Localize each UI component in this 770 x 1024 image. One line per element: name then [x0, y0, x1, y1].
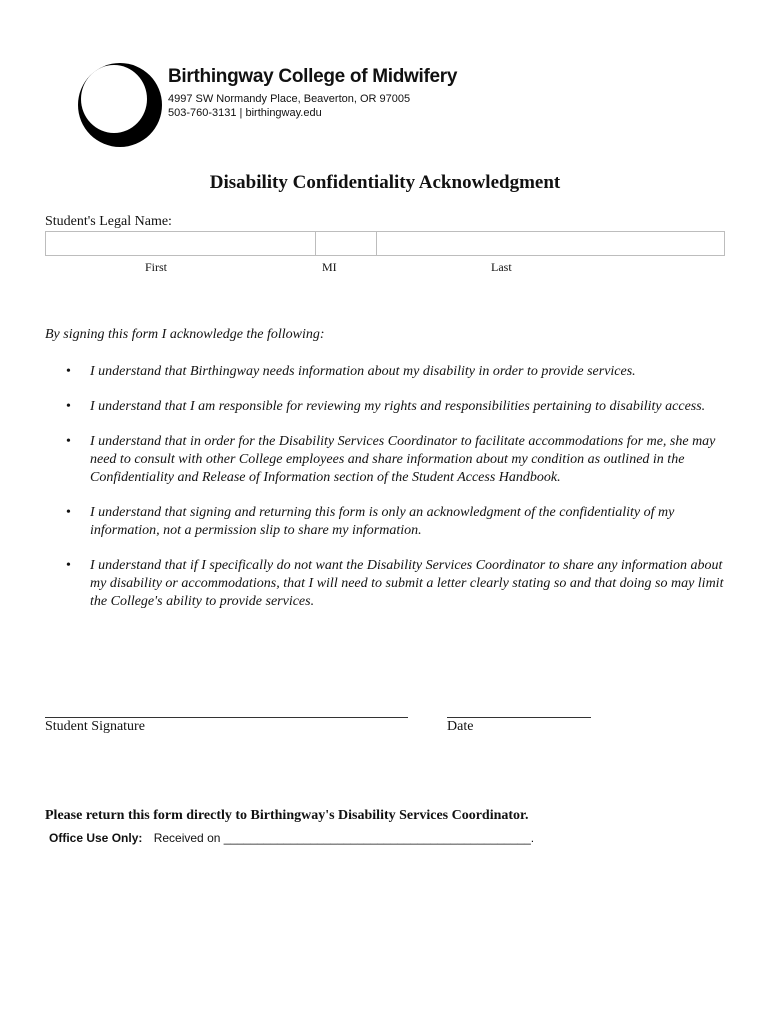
- statement-text: I understand that I am responsible for reviewing my rights and responsibilities pertaining to disability access.: [90, 399, 706, 414]
- list-item: [66, 557, 730, 611]
- org-contact: 503-760-3131 | birthingway.edu: [168, 107, 322, 119]
- bullet-icon: •: [66, 364, 71, 379]
- org-address: 4997 SW Normandy Place, Beaverton, OR 97005: [168, 93, 411, 105]
- mi-caption: MI: [322, 260, 337, 274]
- bullet-icon: •: [66, 434, 71, 449]
- middle-initial-field[interactable]: [316, 232, 377, 255]
- bullet-icon: •: [66, 399, 71, 414]
- legal-name-fields: [45, 231, 725, 256]
- list-item: [66, 433, 730, 487]
- bullet-icon: •: [66, 505, 71, 520]
- legal-name-label: Student's Legal Name:: [45, 214, 172, 229]
- org-header: [168, 66, 457, 120]
- date-line[interactable]: [447, 717, 591, 718]
- list-item: [66, 504, 730, 540]
- college-logo: [78, 62, 162, 148]
- first-name-field[interactable]: [46, 232, 316, 255]
- last-name-caption: Last: [491, 260, 512, 274]
- list-item: [66, 363, 730, 381]
- first-name-caption: First: [145, 260, 168, 274]
- signature-label: Student Signature: [45, 719, 145, 734]
- acknowledgment-list: [66, 363, 730, 611]
- date-label: Date: [447, 719, 474, 734]
- office-use-label: Office Use Only:: [49, 831, 143, 845]
- office-use-section: [49, 831, 534, 845]
- statement-text: I understand that in order for the Disability Services Coordinator to facilitate accommodations for me, she may need to consult with other College employees and share information about my condition as outlined in the Confidentiality and Release of Information section of the Student Access Handbook.: [90, 434, 716, 485]
- org-name: Birthingway College of Midwifery: [168, 66, 458, 87]
- last-name-field[interactable]: [377, 232, 724, 255]
- bullet-icon: •: [66, 558, 71, 573]
- signature-line[interactable]: [45, 717, 408, 718]
- return-instructions: Please return this form directly to Birthingway's Disability Services Coordinator.: [45, 808, 529, 823]
- list-item: [66, 398, 730, 416]
- received-on-line: Received on ______________________________________________.: [153, 831, 535, 845]
- statement-text: I understand that Birthingway needs information about my disability in order to provide services.: [90, 364, 636, 379]
- statement-text: I understand that if I specifically do not want the Disability Services Coordinator to share any information about my disability or accommodations, that I will need to submit a letter clearly stating so and that doing so may limit the College's ability to provide services.: [90, 558, 724, 609]
- statement-text: I understand that signing and returning this form is only an acknowledgment of the confidentiality of my information, not a permission slip to share my information.: [90, 505, 675, 538]
- form-title: Disability Confidentiality Acknowledgment: [209, 172, 561, 193]
- acknowledgment-intro: By signing this form I acknowledge the following:: [45, 327, 325, 342]
